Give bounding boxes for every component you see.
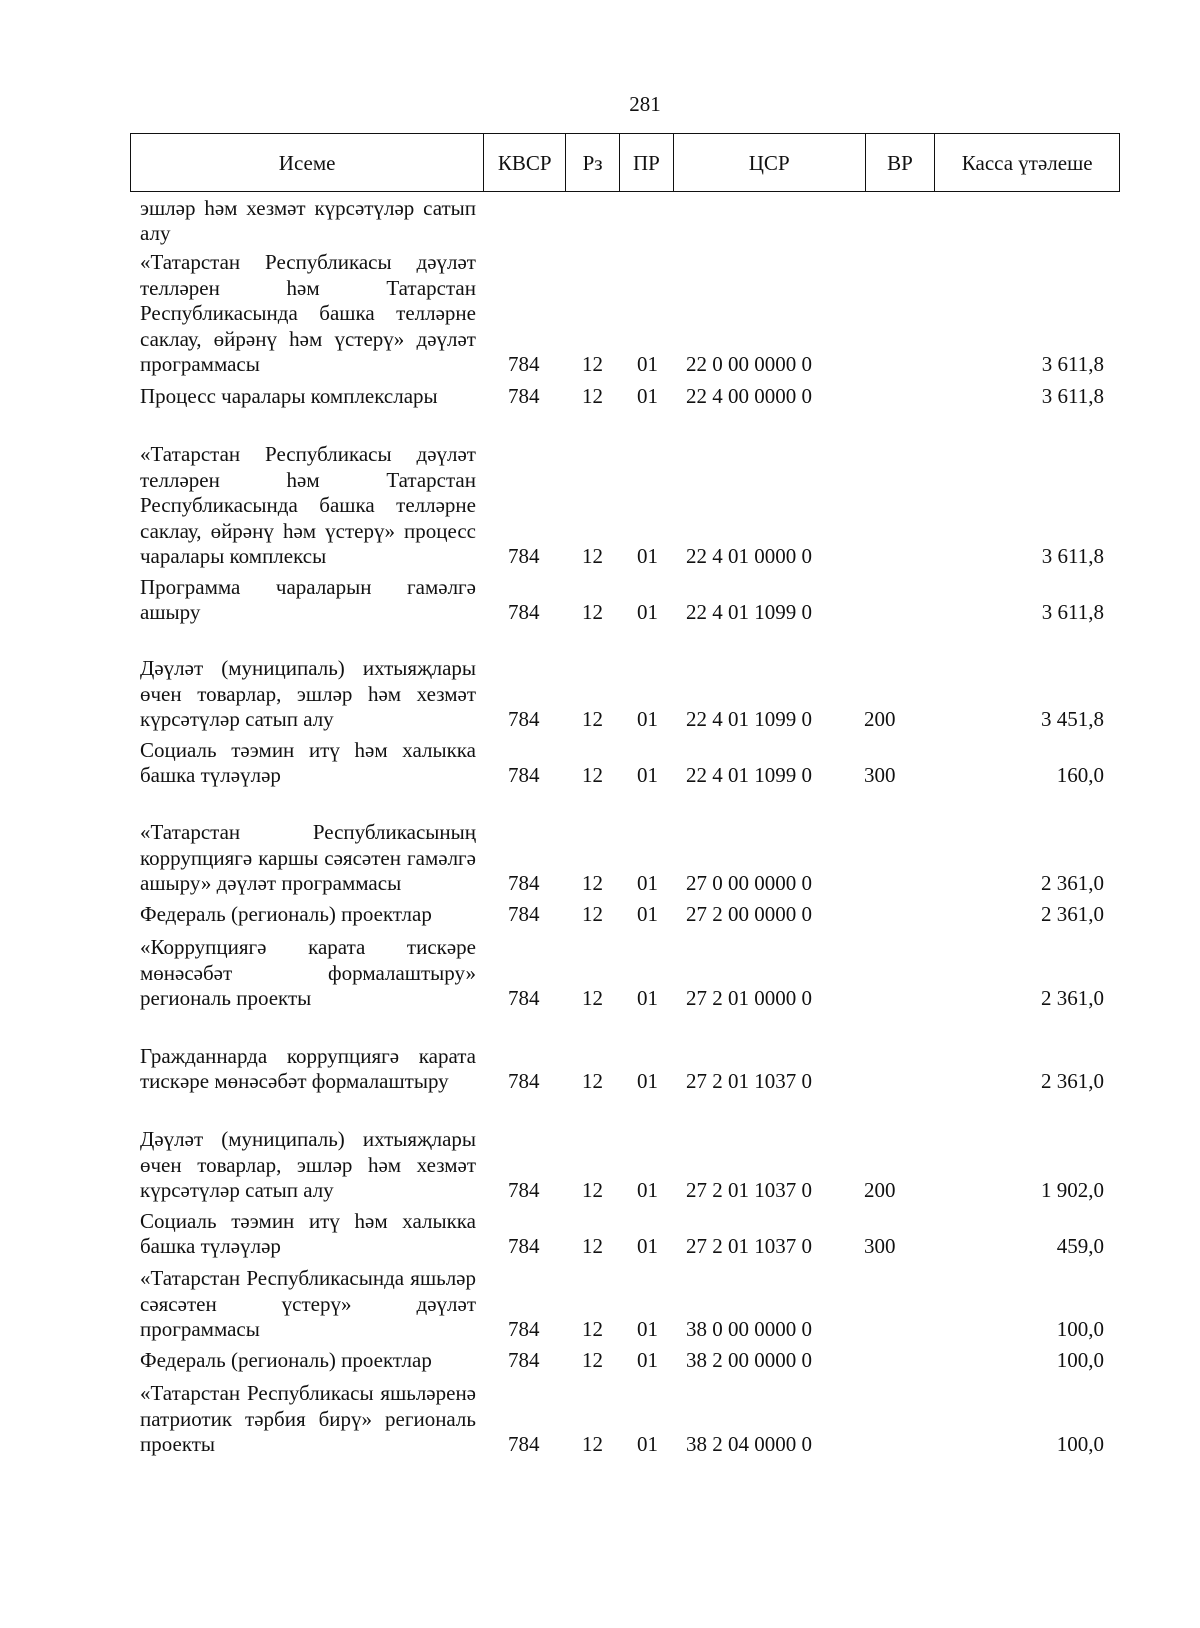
row-rz: 12 <box>582 600 603 625</box>
row-kassa: 2 361,0 <box>1041 986 1104 1011</box>
row-kvsr: 784 <box>508 384 540 409</box>
row-pr: 01 <box>637 1432 658 1457</box>
table-header <box>130 133 1120 192</box>
header-pr: ПР <box>620 134 674 191</box>
row-csr: 22 4 01 1099 0 <box>686 707 812 732</box>
table-row <box>130 900 1120 928</box>
table-row <box>130 1015 1120 1095</box>
row-kassa: 459,0 <box>1056 1234 1104 1259</box>
row-kvsr: 784 <box>508 763 540 788</box>
row-kassa: 3 611,8 <box>1041 600 1104 625</box>
row-kassa: 3 611,8 <box>1041 384 1104 409</box>
row-pr: 01 <box>637 600 658 625</box>
row-rz: 12 <box>582 707 603 732</box>
row-name: Социаль тәэмин итү һәм халыкка башка түләүләр <box>140 1208 476 1259</box>
row-name: Федераль (региональ) проектлар <box>140 902 432 927</box>
row-kvsr: 784 <box>508 600 540 625</box>
row-vr: 200 <box>864 1178 896 1203</box>
row-rz: 12 <box>582 1432 603 1457</box>
row-csr: 27 2 01 1037 0 <box>686 1234 812 1259</box>
table-row <box>130 1263 1120 1343</box>
row-pr: 01 <box>637 1317 658 1342</box>
row-pr: 01 <box>637 384 658 409</box>
row-pr: 01 <box>637 1178 658 1203</box>
row-pr: 01 <box>637 707 658 732</box>
row-name: Социаль тәэмин итү һәм халыкка башка түләүләр <box>140 737 476 788</box>
table-row <box>130 247 1120 378</box>
row-kvsr: 784 <box>508 1317 540 1342</box>
row-name: Гражданнарда коррупциягә карата тискәре мөнәсәбәт формалаштыру <box>140 1043 476 1094</box>
table-row <box>130 629 1120 733</box>
row-name: «Татарстан Республикасы яшьләренә патриотик тәрбия бирү» региональ проекты <box>140 1381 476 1457</box>
row-name: эшләр һәм хезмәт күрсәтүләр сатып алу <box>140 195 476 246</box>
row-kvsr: 784 <box>508 1178 540 1203</box>
row-kvsr: 784 <box>508 902 540 927</box>
table-row <box>130 932 1120 1012</box>
row-kassa: 100,0 <box>1056 1317 1104 1342</box>
row-rz: 12 <box>582 902 603 927</box>
row-kassa: 1 902,0 <box>1041 1178 1104 1203</box>
row-rz: 12 <box>582 544 603 569</box>
row-kvsr: 784 <box>508 352 540 377</box>
row-pr: 01 <box>637 1348 658 1373</box>
row-csr: 27 2 01 0000 0 <box>686 986 812 1011</box>
row-kassa: 3 611,8 <box>1041 544 1104 569</box>
header-name: Исеме <box>131 134 484 191</box>
row-kvsr: 784 <box>508 986 540 1011</box>
row-csr: 22 4 01 1099 0 <box>686 763 812 788</box>
table-row <box>130 574 1120 626</box>
table-row <box>130 195 1120 247</box>
row-kvsr: 784 <box>508 707 540 732</box>
header-kassa: Касса үтәлеше <box>961 150 1093 175</box>
row-csr: 22 4 01 1099 0 <box>686 600 812 625</box>
row-vr: 300 <box>864 763 896 788</box>
row-csr: 22 4 01 0000 0 <box>686 544 812 569</box>
row-kassa: 2 361,0 <box>1041 902 1104 927</box>
table-row <box>130 382 1120 410</box>
row-name: «Татарстан Республикасының коррупциягә каршы сәясәтен гамәлгә ашыру» дәүләт программасы <box>140 820 476 896</box>
row-kassa: 3 611,8 <box>1041 352 1104 377</box>
row-kassa: 3 451,8 <box>1041 707 1104 732</box>
row-pr: 01 <box>637 902 658 927</box>
row-csr: 22 0 00 0000 0 <box>686 352 812 377</box>
table-row <box>130 737 1120 789</box>
row-kvsr: 784 <box>508 1432 540 1457</box>
row-rz: 12 <box>582 1178 603 1203</box>
row-pr: 01 <box>637 871 658 896</box>
row-csr: 27 0 00 0000 0 <box>686 871 812 896</box>
row-kvsr: 784 <box>508 871 540 896</box>
row-kassa: 100,0 <box>1056 1432 1104 1457</box>
row-csr: 38 0 00 0000 0 <box>686 1317 812 1342</box>
row-name: «Татарстан Республикасы дәүләт телләрен һәм Татарстан Республикасында башка телләрне саклау, өйрәнү һәм үстерү» процесс чаралары комплексы <box>140 442 476 569</box>
row-csr: 22 4 00 0000 0 <box>686 384 812 409</box>
row-kassa: 2 361,0 <box>1041 871 1104 896</box>
row-rz: 12 <box>582 986 603 1011</box>
row-rz: 12 <box>582 1348 603 1373</box>
row-name: Программа чараларын гамәлгә ашыру <box>140 574 476 625</box>
row-name: Федераль (региональ) проектлар <box>140 1348 432 1373</box>
table-row <box>130 1208 1120 1260</box>
row-kvsr: 784 <box>508 1069 540 1094</box>
row-name: Дәүләт (муниципаль) ихтыяҗлары өчен товарлар, эшләр һәм хезмәт күрсәтүләр сатып алу <box>140 656 476 732</box>
row-kassa: 160,0 <box>1056 763 1104 788</box>
table-row <box>130 412 1120 570</box>
header-csr: ЦСР <box>674 134 866 191</box>
row-rz: 12 <box>582 1234 603 1259</box>
row-kassa: 100,0 <box>1056 1348 1104 1373</box>
row-rz: 12 <box>582 352 603 377</box>
row-kvsr: 784 <box>508 1234 540 1259</box>
row-csr: 38 2 04 0000 0 <box>686 1432 812 1457</box>
row-name: «Татарстан Республикасында яшьләр сәясәтен үстерү» дәүләт программасы <box>140 1266 476 1342</box>
row-name: «Татарстан Республикасы дәүләт телләрен һәм Татарстан Республикасында башка телләрне саклау, өйрәнү һәм үстерү» дәүләт программасы <box>140 250 476 377</box>
row-name: «Коррупциягә карата тискәре мөнәсәбәт формалаштыру» региональ проекты <box>140 935 476 1011</box>
row-csr: 38 2 00 0000 0 <box>686 1348 812 1373</box>
row-pr: 01 <box>637 352 658 377</box>
row-rz: 12 <box>582 871 603 896</box>
row-rz: 12 <box>582 1069 603 1094</box>
row-csr: 27 2 01 1037 0 <box>686 1069 812 1094</box>
row-name: Дәүләт (муниципаль) ихтыяҗлары өчен товарлар, эшләр һәм хезмәт күрсәтүләр сатып алу <box>140 1127 476 1203</box>
header-rz: Рз <box>566 134 620 191</box>
row-pr: 01 <box>637 544 658 569</box>
row-kvsr: 784 <box>508 1348 540 1373</box>
row-pr: 01 <box>637 986 658 1011</box>
row-rz: 12 <box>582 1317 603 1342</box>
row-rz: 12 <box>582 763 603 788</box>
row-pr: 01 <box>637 1069 658 1094</box>
row-vr: 200 <box>864 707 896 732</box>
row-csr: 27 2 01 1037 0 <box>686 1178 812 1203</box>
page-number: 281 <box>629 92 661 116</box>
row-pr: 01 <box>637 763 658 788</box>
header-kvsr: КВСР <box>484 134 566 191</box>
row-vr: 300 <box>864 1234 896 1259</box>
row-kassa: 2 361,0 <box>1041 1069 1104 1094</box>
row-csr: 27 2 00 0000 0 <box>686 902 812 927</box>
row-name: Процесс чаралары комплекслары <box>140 384 438 409</box>
row-pr: 01 <box>637 1234 658 1259</box>
table-row <box>130 1346 1120 1374</box>
table-row <box>130 793 1120 897</box>
row-rz: 12 <box>582 384 603 409</box>
row-kvsr: 784 <box>508 544 540 569</box>
table-row <box>130 1098 1120 1204</box>
table-row <box>130 1378 1120 1458</box>
header-vr: ВР <box>866 134 936 191</box>
